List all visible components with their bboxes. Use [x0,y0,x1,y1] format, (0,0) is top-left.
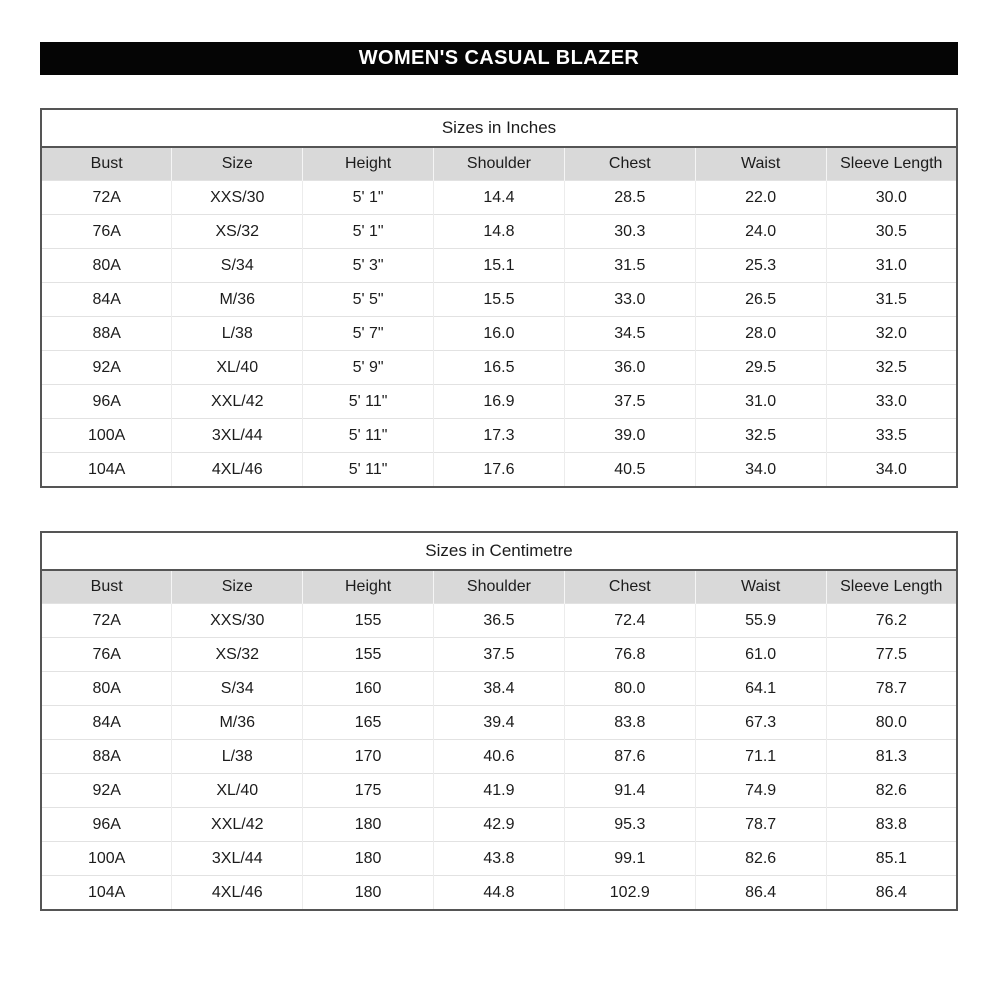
table-cell: 37.5 [564,385,695,419]
table-row [41,774,957,808]
table-cell: 17.3 [434,419,565,453]
table-cell: 33.0 [564,283,695,317]
table-cell: 22.0 [695,181,826,215]
table-cell: 15.5 [434,283,565,317]
table-cell: S/34 [172,672,303,706]
table-cell: 92A [41,774,172,808]
table-cell: M/36 [172,283,303,317]
table-cell: 40.5 [564,453,695,488]
table-cell: S/34 [172,249,303,283]
table-cell: XL/40 [172,351,303,385]
column-header: Size [172,147,303,181]
table-cell: 38.4 [434,672,565,706]
table-cell: XXL/42 [172,385,303,419]
table-cell: 5' 11" [303,385,434,419]
table-cell: 31.0 [695,385,826,419]
table-cell: 32.5 [826,351,957,385]
table-cell: 14.4 [434,181,565,215]
table-cell: 16.9 [434,385,565,419]
table-cell: 26.5 [695,283,826,317]
table-cell: 80.0 [564,672,695,706]
table-cell: 61.0 [695,638,826,672]
table-cell: 40.6 [434,740,565,774]
table-cell: 31.5 [826,283,957,317]
table-title: Sizes in Inches [41,109,957,147]
table-row [41,283,957,317]
table-cell: 34.0 [826,453,957,488]
table-cell: 92A [41,351,172,385]
table-row [41,215,957,249]
column-header: Sleeve Length [826,570,957,604]
product-title: WOMEN'S CASUAL BLAZER [358,47,640,69]
table-cell: 4XL/46 [172,453,303,488]
table-cell: 155 [303,604,434,638]
table-cell: 3XL/44 [172,842,303,876]
table-cell: 25.3 [695,249,826,283]
table-row [41,706,957,740]
table-cell: 96A [41,385,172,419]
table-cell: 80A [41,672,172,706]
table-cell: 84A [41,706,172,740]
table-cell: 16.5 [434,351,565,385]
column-header: Waist [695,570,826,604]
table-cell: 76A [41,638,172,672]
table-cell: 67.3 [695,706,826,740]
table-cell: 34.5 [564,317,695,351]
table-cell: 43.8 [434,842,565,876]
table-row [41,385,957,419]
table-cell: 33.5 [826,419,957,453]
table-cell: 80A [41,249,172,283]
table-cell: 34.0 [695,453,826,488]
table-cell: 17.6 [434,453,565,488]
table-cell: 4XL/46 [172,876,303,911]
table-cell: 76.8 [564,638,695,672]
table-row [41,181,957,215]
table-cell: L/38 [172,740,303,774]
table-cell: 86.4 [695,876,826,911]
table-cell: 95.3 [564,808,695,842]
table-cell: 64.1 [695,672,826,706]
table-title: Sizes in Centimetre [41,532,957,570]
table-cell: 74.9 [695,774,826,808]
table-cell: 30.0 [826,181,957,215]
column-header: Shoulder [434,570,565,604]
table-cell: 30.3 [564,215,695,249]
table-cell: 76.2 [826,604,957,638]
table-cell: 76A [41,215,172,249]
table-cell: 44.8 [434,876,565,911]
table-row [41,672,957,706]
table-cell: 5' 11" [303,453,434,488]
table-cell: 72.4 [564,604,695,638]
table-cell: 82.6 [826,774,957,808]
table-cell: 180 [303,876,434,911]
table-title-row [41,532,957,570]
table-cell: 31.5 [564,249,695,283]
table-cell: 42.9 [434,808,565,842]
table-cell: 36.5 [434,604,565,638]
table-cell: 32.5 [695,419,826,453]
table-cell: 24.0 [695,215,826,249]
table-cell: 88A [41,317,172,351]
table-row [41,740,957,774]
table-cell: 16.0 [434,317,565,351]
column-header: Waist [695,147,826,181]
column-header: Chest [564,147,695,181]
table-header-row [41,570,957,604]
table-cell: 88A [41,740,172,774]
table-cell: 5' 11" [303,419,434,453]
table-row [41,249,957,283]
table-cell: 81.3 [826,740,957,774]
table-row [41,419,957,453]
table-cell: 33.0 [826,385,957,419]
table-cell: XS/32 [172,638,303,672]
table-cell: 86.4 [826,876,957,911]
table-cell: 31.0 [826,249,957,283]
table-row [41,453,957,488]
table-cell: 155 [303,638,434,672]
table-cell: 104A [41,453,172,488]
table-cell: 83.8 [826,808,957,842]
table-header-row [41,147,957,181]
table-cell: XXL/42 [172,808,303,842]
table-cell: 37.5 [434,638,565,672]
table-cell: XS/32 [172,215,303,249]
table-cell: 78.7 [826,672,957,706]
table-cell: 3XL/44 [172,419,303,453]
table-row [41,808,957,842]
column-header: Size [172,570,303,604]
table-cell: 28.5 [564,181,695,215]
column-header: Bust [41,570,172,604]
table-cell: 55.9 [695,604,826,638]
table-cell: 87.6 [564,740,695,774]
sizes-in-inches-table [40,108,958,488]
product-title-banner [40,42,958,75]
table-cell: 29.5 [695,351,826,385]
table-cell: 77.5 [826,638,957,672]
table-cell: 5' 1" [303,215,434,249]
table-cell: 170 [303,740,434,774]
table-title-row [41,109,957,147]
table-cell: 39.0 [564,419,695,453]
table-cell: 5' 5" [303,283,434,317]
table-cell: 82.6 [695,842,826,876]
table-cell: 100A [41,842,172,876]
table-cell: 5' 9" [303,351,434,385]
table-cell: 80.0 [826,706,957,740]
table-cell: 99.1 [564,842,695,876]
table-cell: 5' 3" [303,249,434,283]
table-cell: M/36 [172,706,303,740]
table-row [41,842,957,876]
table-cell: 36.0 [564,351,695,385]
column-header: Height [303,147,434,181]
sizes-in-centimetre-table [40,531,958,911]
table-cell: 96A [41,808,172,842]
table-cell: 84A [41,283,172,317]
column-header: Chest [564,570,695,604]
table-cell: 5' 1" [303,181,434,215]
table-cell: 78.7 [695,808,826,842]
table-cell: 160 [303,672,434,706]
table-cell: 91.4 [564,774,695,808]
table-row [41,351,957,385]
table-cell: 39.4 [434,706,565,740]
table-cell: L/38 [172,317,303,351]
table-cell: 72A [41,604,172,638]
column-header: Bust [41,147,172,181]
table-cell: XXS/30 [172,181,303,215]
table-cell: 104A [41,876,172,911]
table-row [41,876,957,911]
table-cell: 100A [41,419,172,453]
table-cell: 32.0 [826,317,957,351]
table-cell: 41.9 [434,774,565,808]
column-header: Height [303,570,434,604]
table-cell: 85.1 [826,842,957,876]
table-cell: XXS/30 [172,604,303,638]
table-cell: 14.8 [434,215,565,249]
table-cell: 71.1 [695,740,826,774]
table-cell: 165 [303,706,434,740]
table-cell: 102.9 [564,876,695,911]
table-cell: 5' 7" [303,317,434,351]
table-cell: 72A [41,181,172,215]
column-header: Sleeve Length [826,147,957,181]
table-cell: 83.8 [564,706,695,740]
table-row [41,638,957,672]
table-cell: 175 [303,774,434,808]
table-row [41,604,957,638]
table-row [41,317,957,351]
table-cell: 180 [303,808,434,842]
table-cell: 180 [303,842,434,876]
table-cell: 15.1 [434,249,565,283]
column-header: Shoulder [434,147,565,181]
table-cell: 28.0 [695,317,826,351]
table-cell: XL/40 [172,774,303,808]
table-cell: 30.5 [826,215,957,249]
